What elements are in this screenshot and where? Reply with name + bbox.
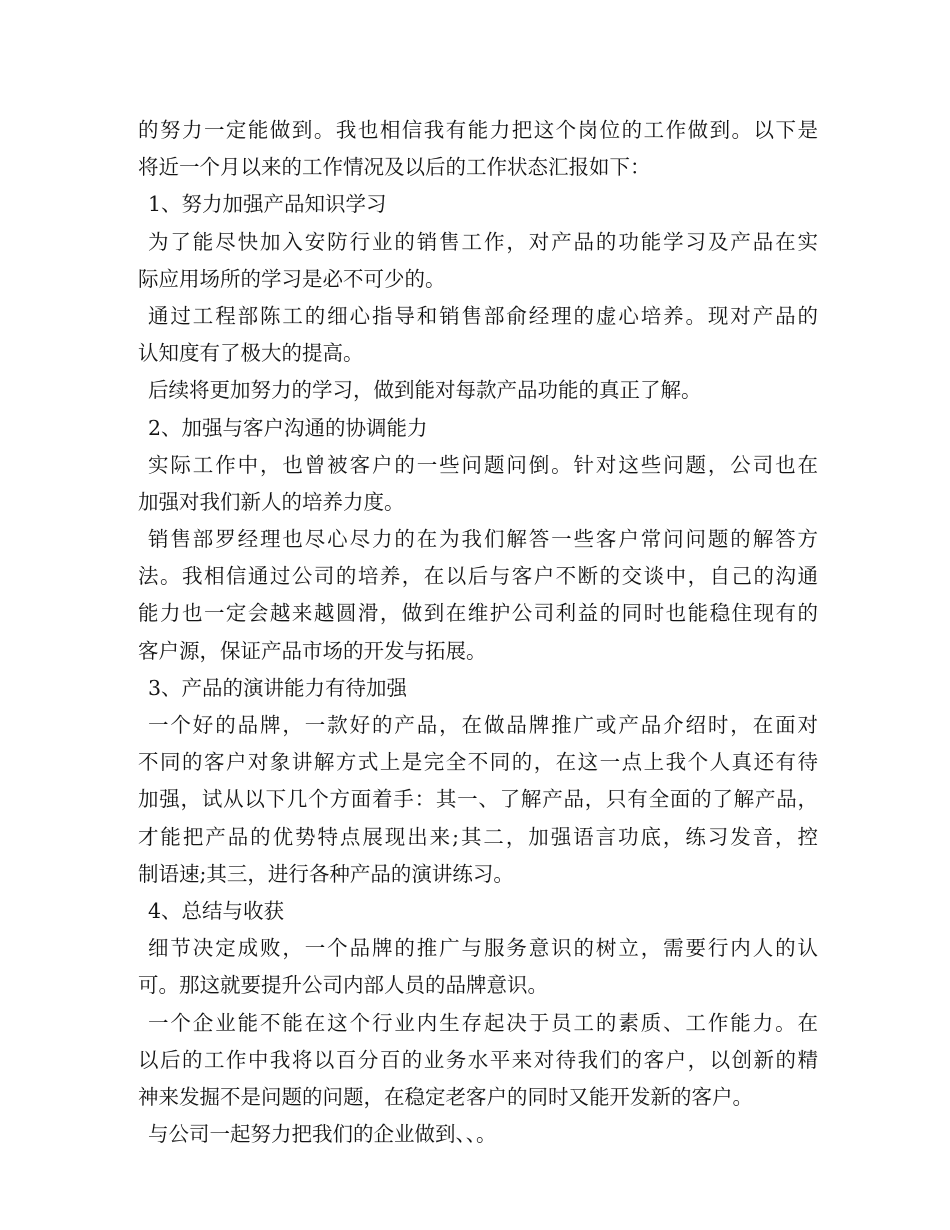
document-line: 的努力一定能做到。我也相信我有能力把这个岗位的工作做到。以下是 [138,118,818,142]
document-line: 际应用场所的学习是必不可少的。 [138,266,446,291]
document-line: 实际工作中，也曾被客户的一些问题问倒。针对这些问题，公司也在 [148,452,818,477]
document-line: 认知度有了极大的提高。 [138,341,364,366]
document-line: 2、加强与客户沟通的协调能力 [148,415,428,440]
document-line: 才能把产品的优势特点展现出来;其二，加强语言功底，练习发音，控 [138,824,818,849]
document-line: 销售部罗经理也尽心尽力的在为我们解答一些客户常问问题的解答方 [148,527,818,552]
document-line: 将近一个月以来的工作情况及以后的工作状态汇报如下： [138,155,651,180]
document-line: 3、产品的演讲能力有待加强 [148,675,408,700]
document-line: 神来发掘不是问题的问题，在稳定老客户的同时又能开发新的客户。 [138,1084,753,1109]
document-line: 4、总结与收获 [148,898,285,923]
document-line: 客户源，保证产品市场的开发与拓展。 [138,638,487,663]
document-line: 一个好的品牌，一款好的产品，在做品牌推广或产品介绍时，在面对 [148,713,818,737]
document-line: 为了能尽快加入安防行业的销售工作，对产品的功能学习及产品在实 [148,229,818,254]
document-line: 能力也一定会越来越圆滑，做到在维护公司利益的同时也能稳住现有的 [138,601,818,626]
document-body [138,112,818,1153]
document-line: 可。那这就要提升公司内部人员的品牌意识。 [138,973,548,998]
document-line: 通过工程部陈工的细心指导和销售部俞经理的虚心培养。现对产品的 [148,303,818,328]
document-line: 以后的工作中我将以百分百的业务水平来对待我们的客户，以创新的精 [138,1047,818,1072]
document-line: 1、努力加强产品知识学习 [148,192,387,217]
document-line: 不同的客户对象讲解方式上是完全不同的，在这一点上我个人真还有待 [138,750,818,775]
document-line: 细节决定成败，一个品牌的推广与服务意识的树立，需要行内人的认 [148,936,818,961]
document-line: 后续将更加努力的学习，做到能对每款产品功能的真正了解。 [148,378,702,403]
document-line: 一个企业能不能在这个行业内生存起决于员工的素质、工作能力。在 [148,1010,818,1035]
document-line: 与公司一起努力把我们的企业做到、、。 [148,1122,497,1147]
document-line: 加强对我们新人的培养力度。 [138,489,405,514]
document-line: 制语速;其三，进行各种产品的演讲练习。 [138,861,514,886]
document-line: 加强，试从以下几个方面着手：其一、了解产品，只有全面的了解产品， [138,787,818,812]
document-line: 法。我相信通过公司的培养，在以后与客户不断的交谈中，自己的沟通 [138,564,818,589]
